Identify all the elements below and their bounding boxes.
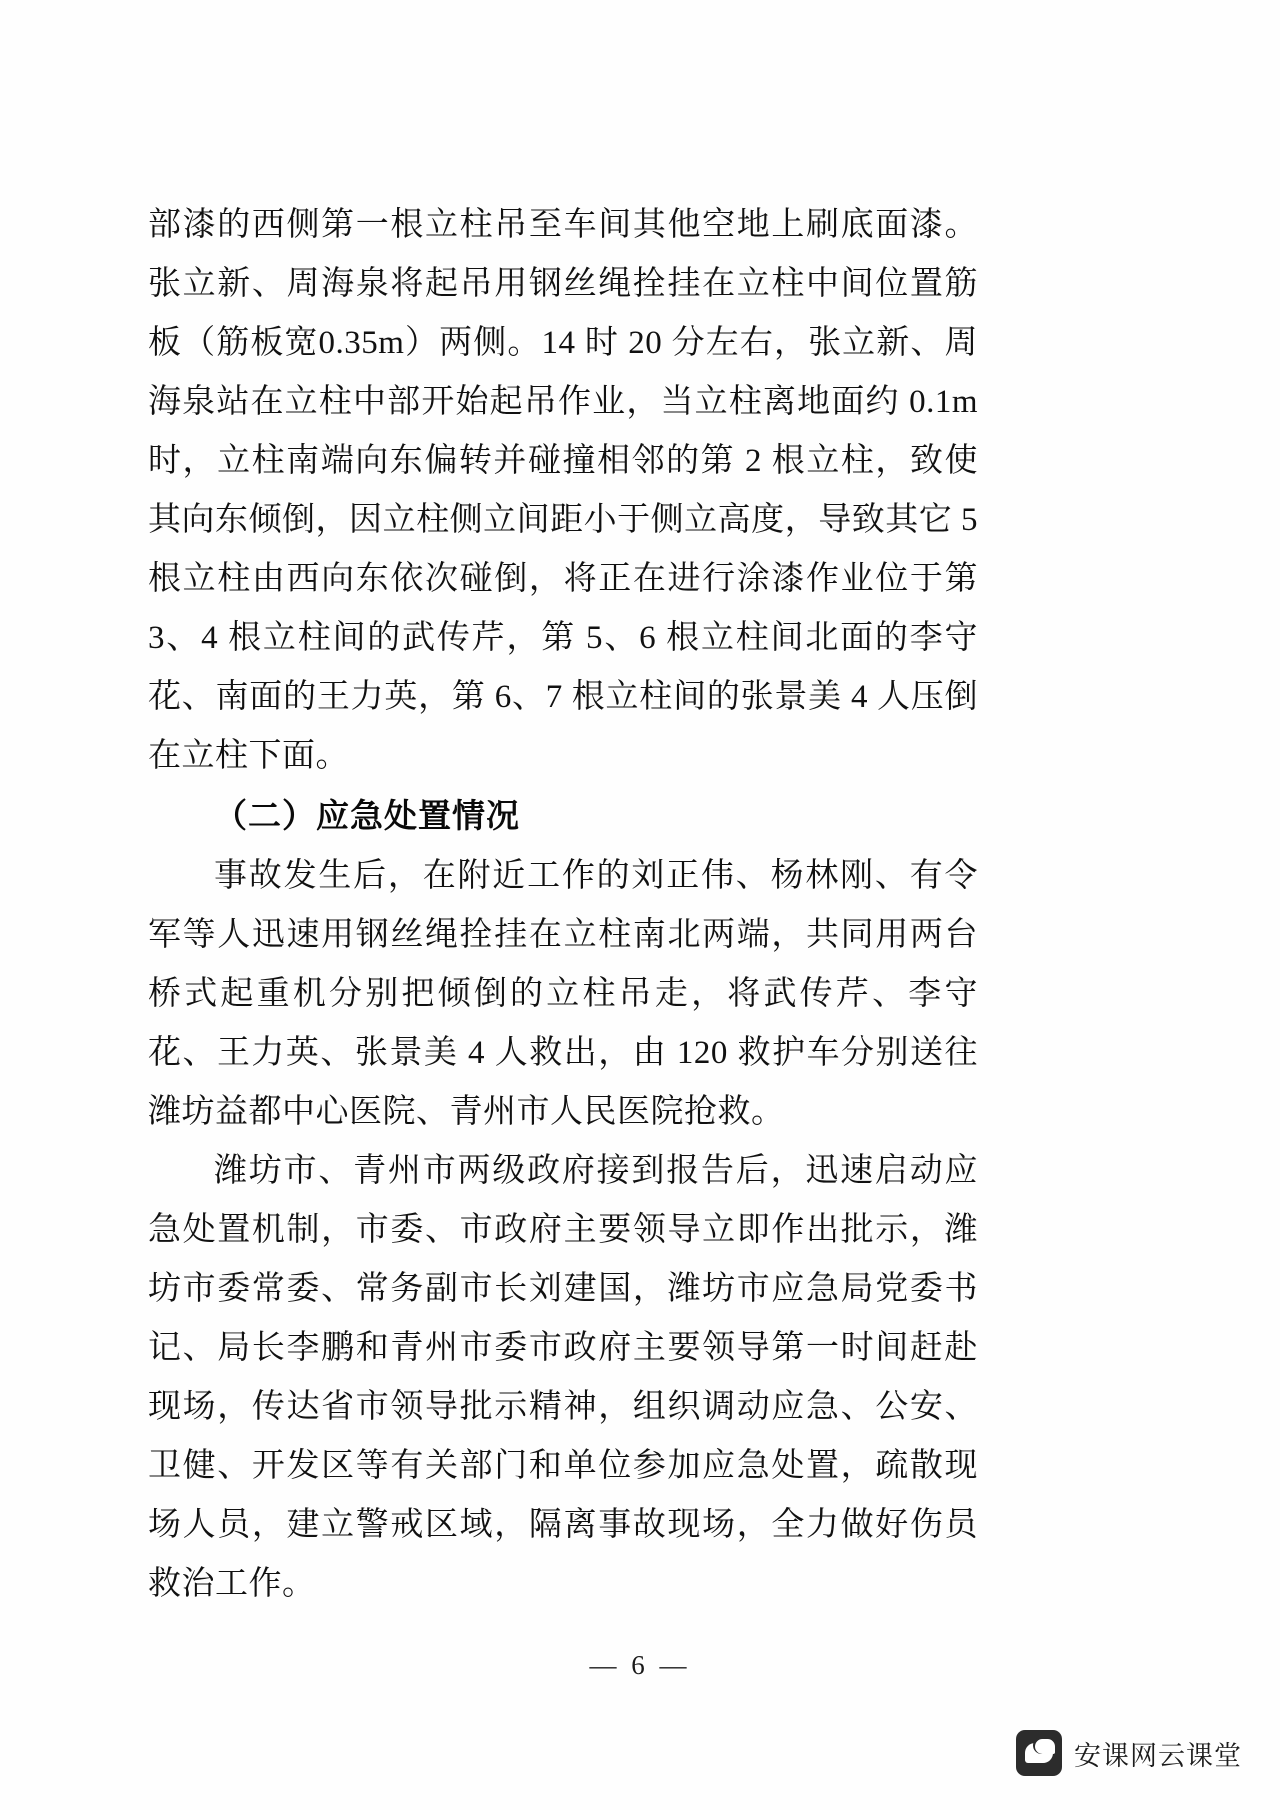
watermark-label: 安课网云课堂 (1074, 1740, 1242, 1771)
watermark (1016, 1730, 1242, 1776)
wechat-official-account-icon (1016, 1730, 1062, 1776)
paragraph-emergency-rescue: 事故发生后，在附近工作的刘正伟、杨林刚、有令军等人迅速用钢丝绳拴挂在立柱南北两端，共同用两台桥式起重机分别把倾倒的立柱吊走，将武传芹、李守花、王力英、张景美 4 人救出，由 120 救护车分别送往潍坊益都中心医院、青州市人民医院抢救。 (148, 858, 978, 1130)
paragraph-continued: 部漆的西侧第一根立柱吊至车间其他空地上刷底面漆。张立新、周海泉将起吊用钢丝绳拴挂在立柱中间位置筋板（筋板宽0.35m）两侧。14 时 20 分左右，张立新、周海泉站在立柱中部开始起吊作业，当立柱离地面约 0.1m 时，立柱南端向东偏转并碰撞相邻的第 2 根立柱，致使其向东倾倒，因立柱侧立间距小于侧立高度，导致其它 5 根立柱由西向东依次碰倒，将正在进行涂漆作业位于第 3、4 根立柱间的武传芹，第 5、6 根立柱间北面的李守花、南面的王力英，第 6、7 根立柱间的张景美 4 人压倒在立柱下面。 (148, 207, 978, 774)
page-number: — 6 — (589, 1650, 691, 1680)
paragraph-government-response: 潍坊市、青州市两级政府接到报告后，迅速启动应急处置机制，市委、市政府主要领导立即作出批示，潍坊市委常委、常务副市长刘建国，潍坊市应急局党委书记、局长李鹏和青州市委市政府主要领导第一时间赶赴现场，传达省市领导批示精神，组织调动应急、公安、卫健、开发区等有关部门和单位参加应急处置，疏散现场人员，建立警戒区域，隔离事故现场，全力做好伤员救治工作。 (148, 1153, 978, 1602)
document-body (148, 196, 978, 1614)
section-heading-emergency-response: （二）应急处置情况 (214, 799, 520, 835)
